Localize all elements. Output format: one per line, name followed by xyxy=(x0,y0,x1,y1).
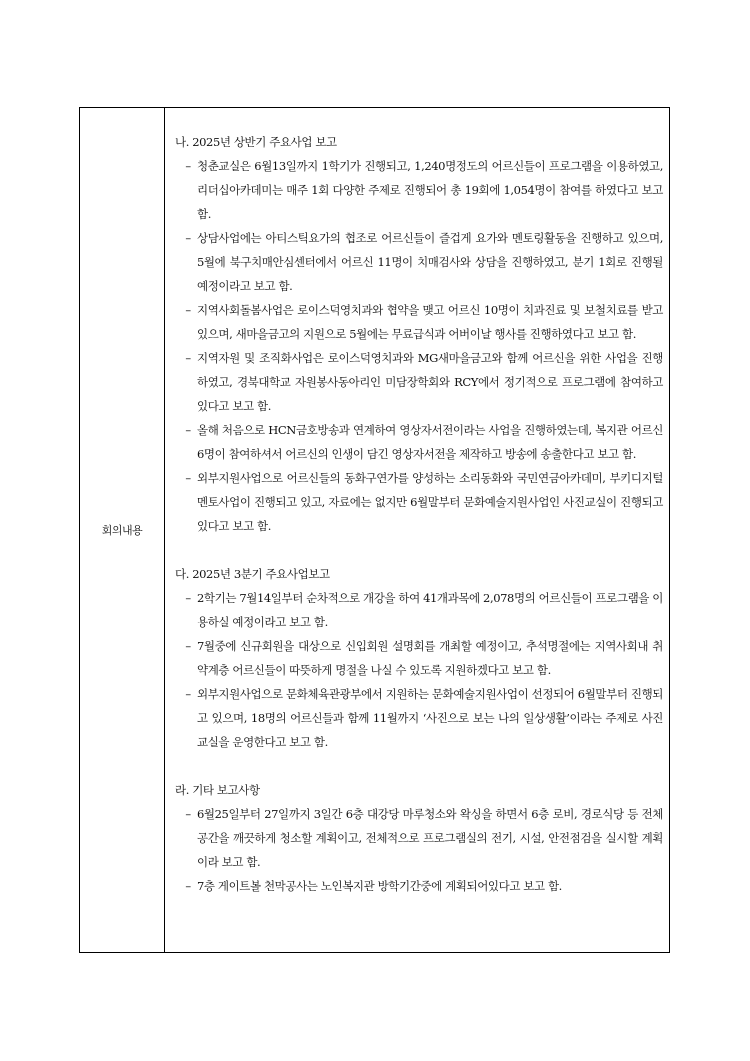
list-item xyxy=(175,586,663,634)
list-item xyxy=(175,154,663,226)
section-title: 나. 2025년 상반기 주요사업 보고 xyxy=(175,135,337,149)
item-text: 7층 게이트볼 천막공사는 노인복지관 방학기간중에 계획되어있다고 보고 함. xyxy=(197,879,562,893)
dash-bullet: – xyxy=(185,687,191,701)
list-item xyxy=(175,802,663,874)
dash-bullet: – xyxy=(185,231,191,245)
dash-bullet: – xyxy=(185,591,191,605)
dash-bullet: – xyxy=(185,303,191,317)
list-item xyxy=(175,682,663,754)
list-item xyxy=(175,346,663,418)
item-text: 외부지원사업으로 어르신들의 동화구연가를 양성하는 소리동화와 국민연금아카데미, 부키디지털멘토사업이 진행되고 있고, 자료에는 없지만 6월말부터 문화예술지원사업인 사진교실이 진행되고 있다고 보고 함. xyxy=(197,471,663,533)
section-title: 다. 2025년 3분기 주요사업보고 xyxy=(175,567,330,581)
list-item xyxy=(175,874,663,898)
dash-bullet: – xyxy=(185,807,191,821)
list-item xyxy=(175,634,663,682)
item-text: 6월25일부터 27일까지 3일간 6층 대강당 마루청소와 왁싱을 하면서 6층 로비, 경로식당 등 전체공간을 깨끗하게 청소할 계획이고, 전체적으로 프로그램실의 전기, 시설, 안전점검을 실시할 계획이라 보고 함. xyxy=(197,807,663,869)
list-item xyxy=(175,298,663,346)
meeting-minutes-table xyxy=(79,107,670,953)
item-text: 7월중에 신규회원을 대상으로 신입회원 설명회를 개최할 예정이고, 추석명절에는 지역사회내 취약계층 어르신들이 따뜻하게 명절을 나실 수 있도록 지원하겠다고 보고 함. xyxy=(197,639,663,677)
dash-bullet: – xyxy=(185,423,191,437)
dash-bullet: – xyxy=(185,351,191,365)
section-q3-report xyxy=(175,562,663,754)
section-first-half-report xyxy=(175,130,663,538)
meeting-content-cell xyxy=(165,108,669,952)
list-item xyxy=(175,418,663,466)
row-label: 회의내용 xyxy=(101,524,143,537)
section-title: 라. 기타 보고사항 xyxy=(175,783,260,797)
list-item xyxy=(175,226,663,298)
dash-bullet: – xyxy=(185,879,191,893)
row-label-cell xyxy=(80,108,165,952)
item-text: 올해 처음으로 HCN금호방송과 연계하여 영상자서전이라는 사업을 진행하였는데, 복지관 어르신 6명이 참여하셔서 어르신의 인생이 담긴 영상자서전을 제작하고 방송에 송출한다고 보고 함. xyxy=(197,423,663,461)
dash-bullet: – xyxy=(185,159,191,173)
item-text: 2학기는 7월14일부터 순차적으로 개강을 하여 41개과목에 2,078명의 어르신들이 프로그램을 이용하실 예정이라고 보고 함. xyxy=(197,591,663,629)
item-text: 지역사회돌봄사업은 로이스덕영치과와 협약을 맺고 어르신 10명이 치과진료 및 보철치료를 받고 있으며, 새마을금고의 지원으로 5월에는 무료급식과 어버이날 행사를 진행하였다고 보고 함. xyxy=(197,303,663,341)
section-other-reports xyxy=(175,778,663,898)
dash-bullet: – xyxy=(185,471,191,485)
item-text: 상담사업에는 아티스틱요가의 협조로 어르신들이 즐겁게 요가와 멘토링활동을 진행하고 있으며, 5월에 북구치매안심센터에서 어르신 11명이 치매검사와 상담을 진행하였고, 분기 1회로 진행될 예정이라고 보고 함. xyxy=(197,231,663,293)
list-item xyxy=(175,466,663,538)
item-text: 외부지원사업으로 문화체육관광부에서 지원하는 문화예술지원사업이 선정되어 6월말부터 진행되고 있으며, 18명의 어르신들과 함께 11월까지 ‘사진으로 보는 나의 일상생활’이라는 주제로 사진교실을 운영한다고 보고 함. xyxy=(197,687,663,749)
item-text: 청춘교실은 6월13일까지 1학기가 진행되고, 1,240명정도의 어르신들이 프로그램을 이용하였고, 리더십아카데미는 매주 1회 다양한 주제로 진행되어 총 19회에 1,054명이 참여를 하였다고 보고 함. xyxy=(197,159,663,221)
item-text: 지역자원 및 조직화사업은 로이스덕영치과와 MG새마을금고와 함께 어르신을 위한 사업을 진행하였고, 경북대학교 자원봉사동아리인 미담장학회와 RCY에서 정기적으로 프로그램에 참여하고 있다고 보고 함. xyxy=(197,351,663,413)
dash-bullet: – xyxy=(185,639,191,653)
